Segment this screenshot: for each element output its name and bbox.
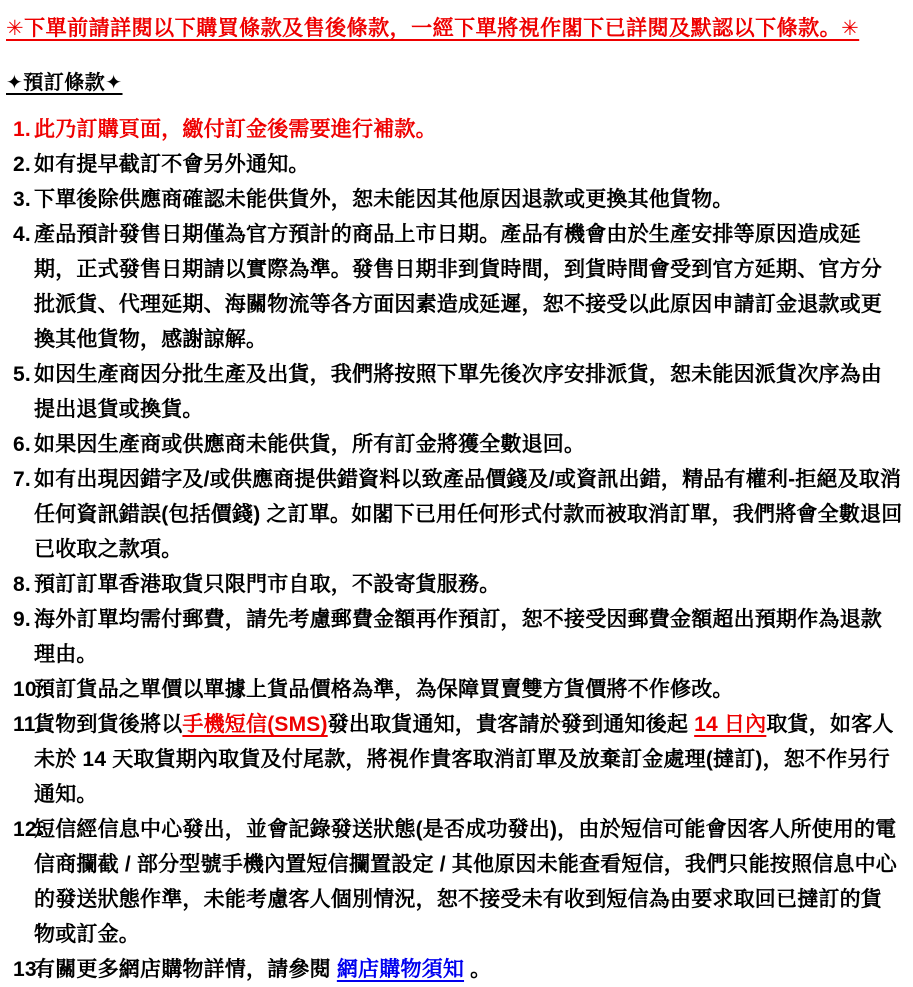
term-item [6, 147, 903, 182]
term-text [34, 118, 437, 141]
term-segment: 手機短信(SMS) [182, 713, 328, 736]
term-segment: 貨物到貨後將以 [34, 713, 183, 736]
term-text [34, 433, 585, 456]
term-text [34, 223, 882, 351]
term-number: 2. [13, 153, 31, 176]
term-number: 1. [13, 118, 31, 141]
term-item [6, 357, 903, 427]
term-segment: 如因生產商因分批生產及出貨，我們將按照下單先後次序安排派貨，恕未能因派貨次序為由提出退貨或換貨。 [34, 363, 882, 421]
term-segment: 產品預計發售日期僅為官方預計的商品上市日期。產品有機會由於生產安排等原因造成延期，正式發售日期請以實際為準。發售日期非到貨時間，到貨時間會受到官方延期、官方分批派貨、代理延期、海關物流等各方面因素造成延遲，恕不接受以此原因申請訂金退款或更換其他貨物，感謝諒解。 [34, 223, 882, 351]
term-segment: 。 [464, 958, 492, 981]
section-title-preorder-terms: ✦預訂條款✦ [6, 72, 123, 94]
term-segment: 短信經信息中心發出，並會記錄發送狀態(是否成功發出)，由於短信可能會因客人所使用的電信商攔截 / 部分型號手機內置短信攔置設定 / 其他原因未能查看短信，我們只能按照信息中心的發送狀態作準，未能考慮客人個別情況，恕不接受未有收到短信為由要求取回已撻訂的貨物或訂金。 [34, 818, 898, 946]
terms-list [6, 112, 903, 987]
term-segment: 如果因生產商或供應商未能供貨，所有訂金將獲全數退回。 [34, 433, 586, 456]
term-text [34, 188, 734, 211]
term-segment: 有關更多網店購物詳情，請參閱 [34, 958, 337, 981]
term-number: 5. [13, 363, 31, 386]
term-number: 3. [13, 188, 31, 211]
term-item [6, 427, 903, 462]
term-text [34, 573, 500, 596]
term-item [6, 182, 903, 217]
shop-guide-link[interactable]: 網店購物須知 [336, 958, 465, 981]
term-segment: 海外訂單均需付郵費，請先考慮郵費金額再作預訂，恕不接受因郵費金額超出預期作為退款理由。 [34, 608, 882, 666]
term-text [34, 608, 882, 666]
term-item [6, 112, 903, 147]
term-segment: 此乃訂購頁面，繳付訂金後需要進行補款。 [34, 118, 437, 141]
term-segment: 下單後除供應商確認未能供貨外，恕未能因其他原因退款或更換其他貨物。 [34, 188, 734, 211]
term-item [6, 812, 903, 952]
term-text [34, 153, 310, 176]
term-number: 11. [13, 713, 42, 736]
term-item [6, 952, 903, 987]
term-number: 9. [13, 608, 31, 631]
term-segment: 14 日內 [694, 713, 767, 736]
term-text [34, 818, 897, 946]
pre-order-warning-banner: ✳下單前請詳閱以下購買條款及售後條款，一經下單將視作閣下已詳閱及默認以下條款。✳ [6, 17, 860, 40]
term-item [6, 567, 903, 602]
term-text [34, 468, 902, 561]
term-item [6, 672, 903, 707]
term-segment: 取貨，如客人未於 14 天取貨期內取貨及付尾款，將視作貴客取消訂單及放棄訂金處理(撻訂)，恕不作另行通知。 [34, 713, 894, 806]
term-text [34, 713, 894, 806]
term-segment: 預訂貨品之單價以單據上貨品價格為準，為保障買賣雙方貨價將不作修改。 [34, 678, 734, 701]
term-number: 4. [13, 223, 31, 246]
term-segment: 如有提早截訂不會另外通知。 [34, 153, 310, 176]
term-segment: 發出取貨通知，貴客請於發到通知後起 [327, 713, 695, 736]
term-number: 13. [13, 958, 43, 981]
term-text [34, 363, 882, 421]
term-item [6, 217, 903, 357]
term-item [6, 602, 903, 672]
term-segment: 如有出現因錯字及/或供應商提供錯資料以致產品價錢及/或資訊出錯，精品有權利-拒絕及取消任何資訊錯誤(包括價錢) 之訂單。如閣下已用任何形式付款而被取消訂單，我們將會全數退回已收取之款項。 [34, 468, 903, 561]
term-number: 6. [13, 433, 31, 456]
term-item [6, 462, 903, 567]
term-item [6, 707, 903, 812]
term-text [34, 958, 491, 981]
term-number: 8. [13, 573, 31, 596]
term-text [34, 678, 734, 701]
term-number: 7. [13, 468, 31, 491]
term-number: 12. [13, 818, 43, 841]
term-segment: 預訂訂單香港取貨只限門市自取，不設寄貨服務。 [34, 573, 501, 596]
term-number: 10. [13, 678, 43, 701]
